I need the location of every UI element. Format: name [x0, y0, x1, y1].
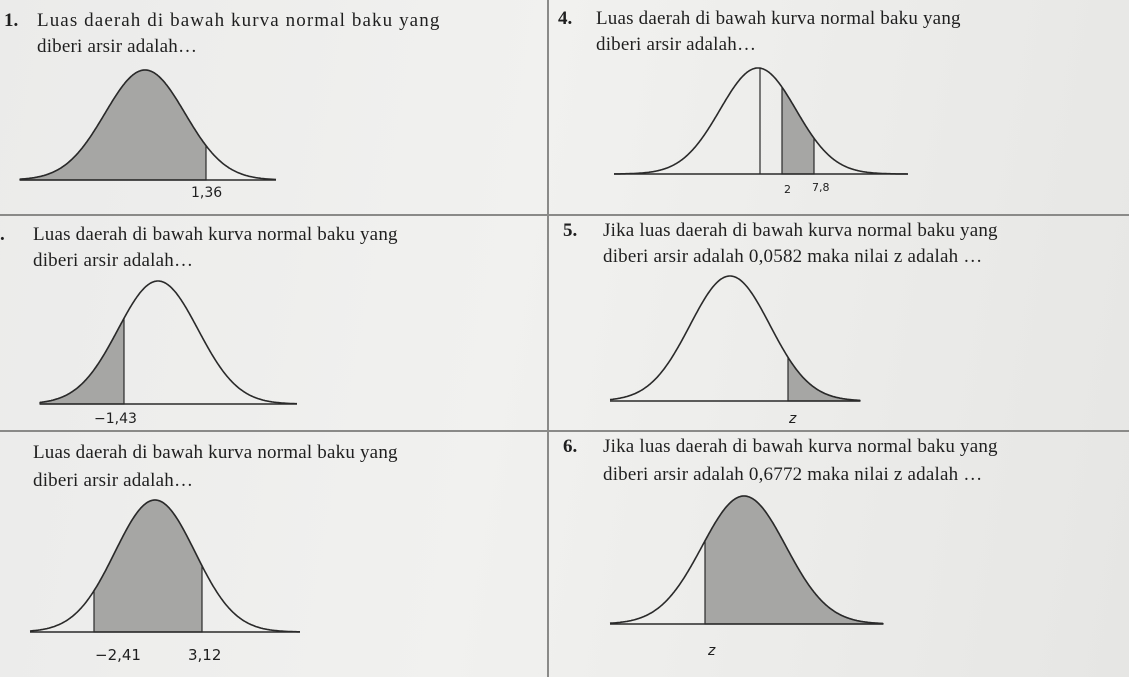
question-4-line-1: Luas daerah di bawah kurva normal baku yang	[596, 8, 961, 29]
question-2-line-1: Luas daerah di bawah kurva normal baku yang	[33, 224, 398, 245]
question-5-curve-graph	[610, 272, 865, 407]
question-3-z-label-left: −2,41	[95, 646, 141, 664]
question-2-curve-graph	[40, 276, 300, 408]
question-6-z-label: z	[708, 643, 716, 659]
question-1-number: 1.	[4, 10, 19, 31]
question-4-curve-graph	[614, 62, 910, 180]
question-2-line-2: diberi arsir adalah…	[33, 250, 194, 271]
question-1-z-label: 1,36	[191, 185, 223, 201]
question-3-line-1: Luas daerah di bawah kurva normal baku yang	[33, 442, 398, 463]
question-5-z-label: z	[789, 411, 797, 427]
question-1-line-1: Luas daerah di bawah kurva normal baku yang	[37, 10, 441, 31]
row-divider-2	[0, 430, 1129, 432]
question-4-number: 4.	[558, 8, 573, 29]
question-1-line-2: diberi arsir adalah…	[37, 36, 198, 57]
question-5-line-1: Jika luas daerah di bawah kurva normal baku yang	[603, 220, 998, 241]
question-3-z-label-right: 3,12	[188, 646, 222, 664]
shaded-area	[20, 70, 206, 180]
normal-curve	[40, 281, 297, 404]
question-2-number: .	[0, 224, 5, 245]
row-divider-1	[0, 214, 1129, 216]
question-2-z-label: −1,43	[94, 411, 137, 427]
question-6-line-2: diberi arsir adalah 0,6772 maka nilai z adalah …	[603, 464, 983, 485]
question-5-line-2: diberi arsir adalah 0,0582 maka nilai z adalah …	[603, 246, 983, 267]
question-5-number: 5.	[563, 220, 578, 241]
column-divider	[547, 0, 549, 677]
shaded-area	[40, 318, 124, 404]
question-3-line-2: diberi arsir adalah…	[33, 470, 194, 491]
question-6-curve-graph	[610, 494, 884, 630]
question-4-line-2: diberi arsir adalah…	[596, 34, 757, 55]
question-4-z-label-right: 7,8	[812, 181, 830, 194]
normal-curve	[614, 68, 908, 174]
question-4-z-label-left: 2	[784, 183, 791, 196]
question-3-curve-graph	[30, 494, 300, 636]
question-1-curve-graph	[20, 58, 290, 188]
question-6-number: 6.	[563, 436, 578, 457]
shaded-area	[94, 500, 202, 632]
normal-curve	[610, 276, 860, 400]
question-6-line-1: Jika luas daerah di bawah kurva normal baku yang	[603, 436, 998, 457]
shaded-area	[788, 357, 860, 401]
